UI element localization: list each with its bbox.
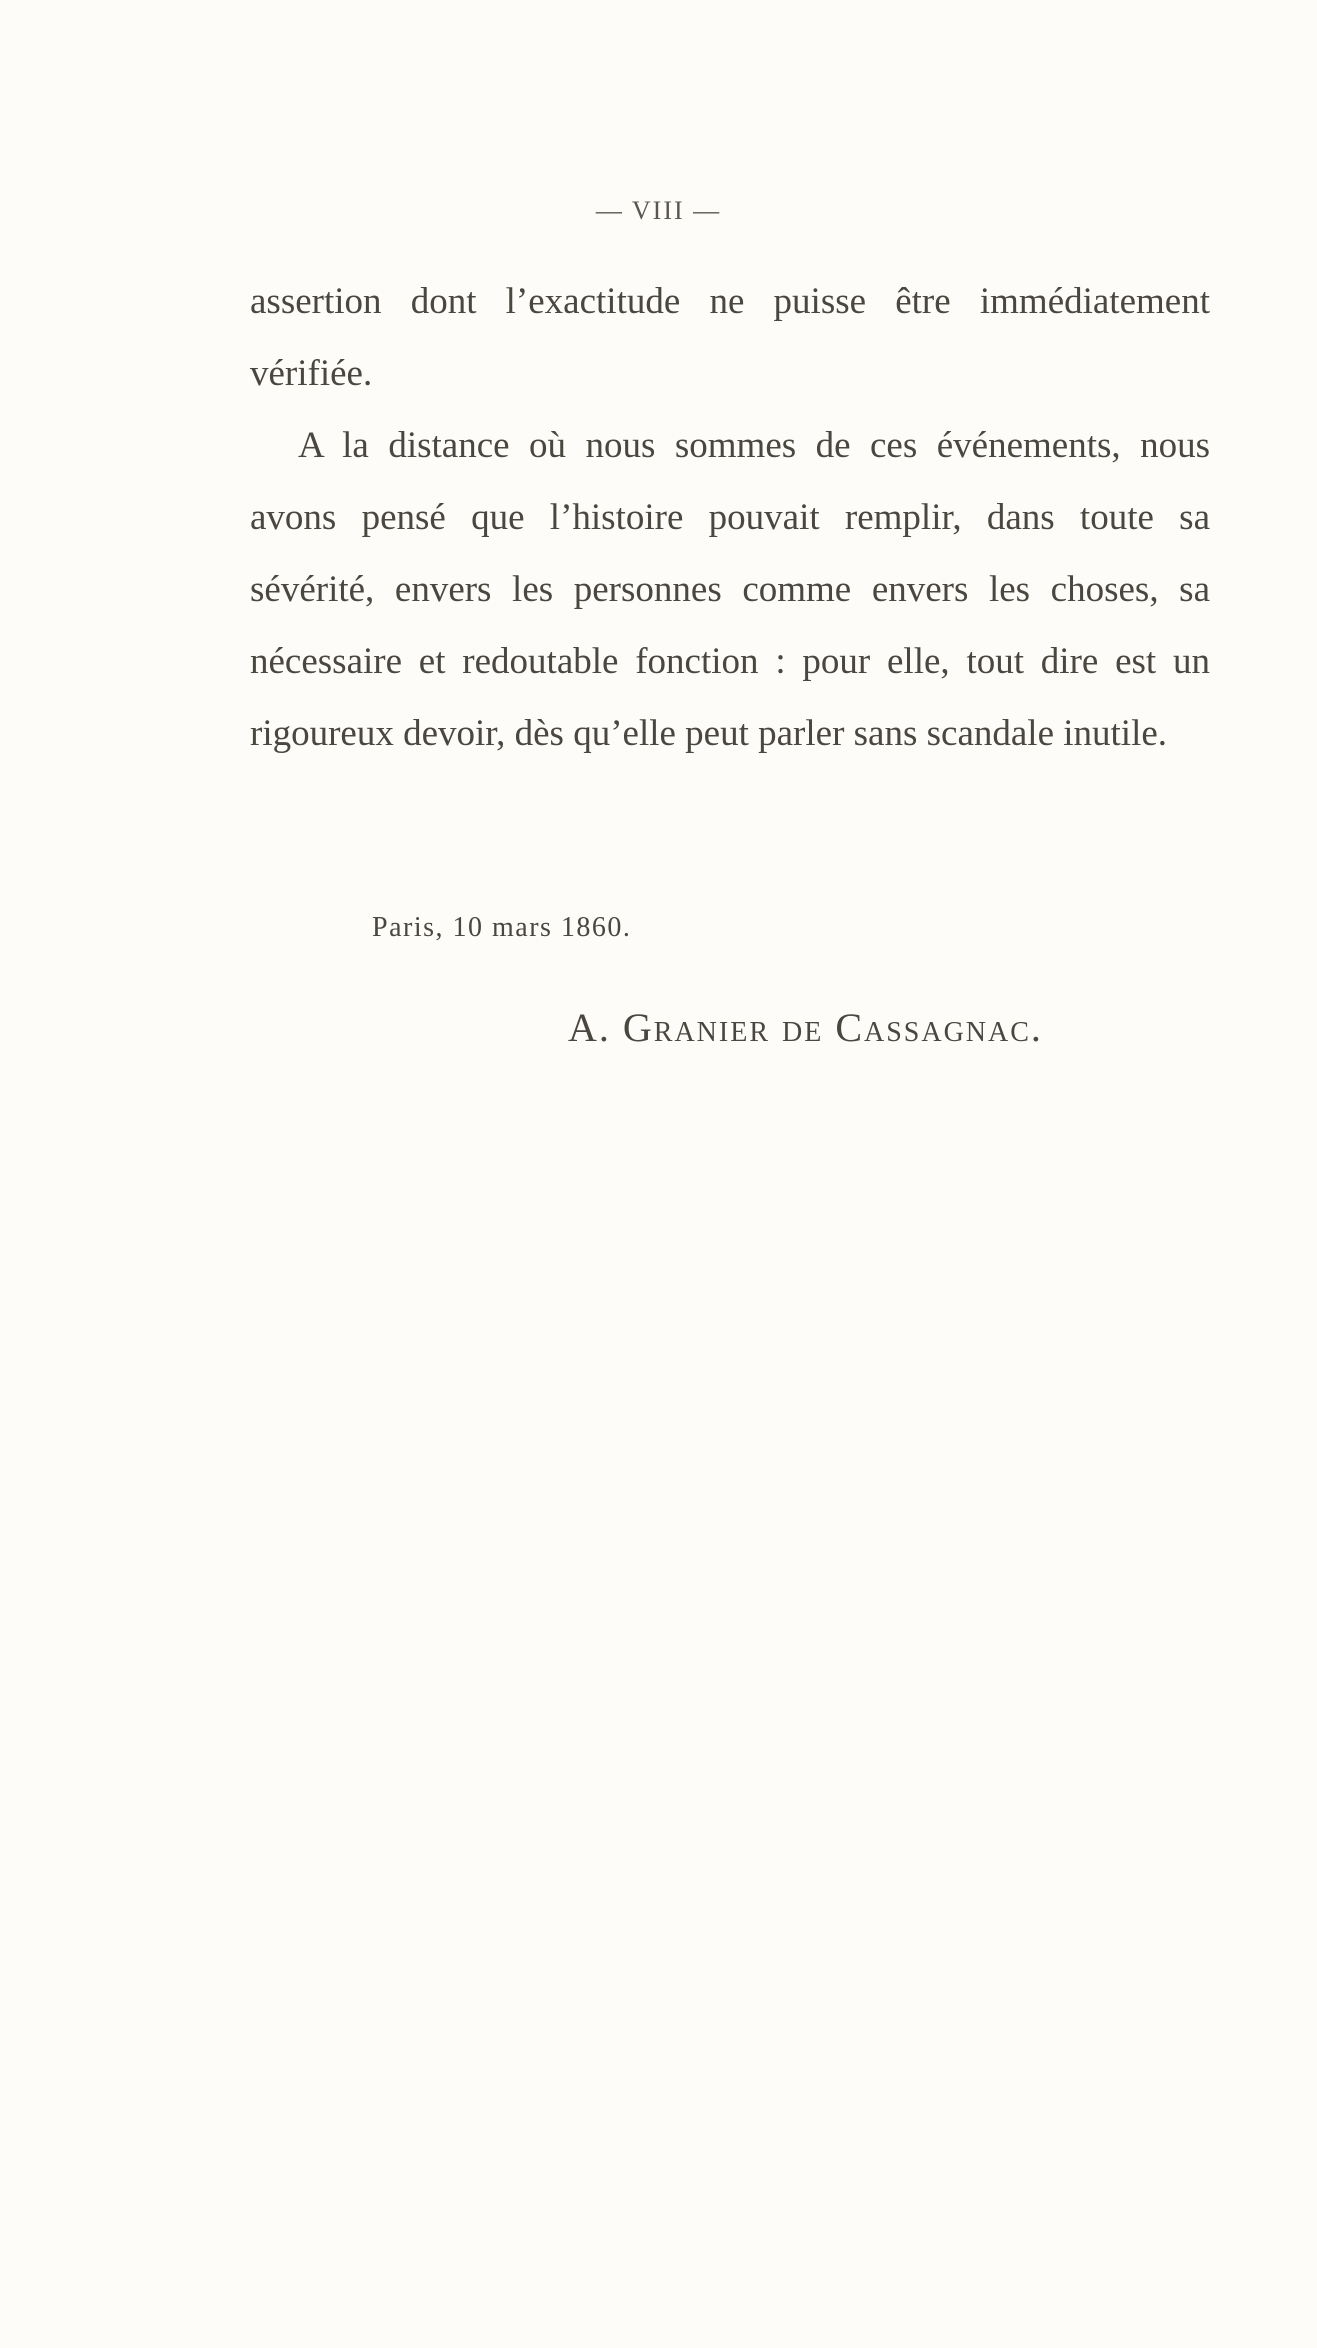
- paragraph-main: A la distance où nous sommes de ces événements, nous avons pensé que l’histoire pouvait remplir, dans toute sa sévérité, envers les personnes comme envers les choses, sa nécessaire et redoutable fonction : pour elle, tout dire est un rigoureux devoir, dès qu’elle peut parler sans scandale inutile.: [250, 425, 1210, 754]
- body-text: [250, 266, 1210, 770]
- dateline: Paris, 10 mars 1860.: [372, 912, 632, 943]
- page-number: — VIII —: [595, 196, 722, 225]
- paragraph-continuation: assertion dont l’exactitude ne puisse être immédiatement vérifiée.: [250, 281, 1210, 394]
- author-signature: A. Granier de Cassagnac.: [568, 1005, 1043, 1050]
